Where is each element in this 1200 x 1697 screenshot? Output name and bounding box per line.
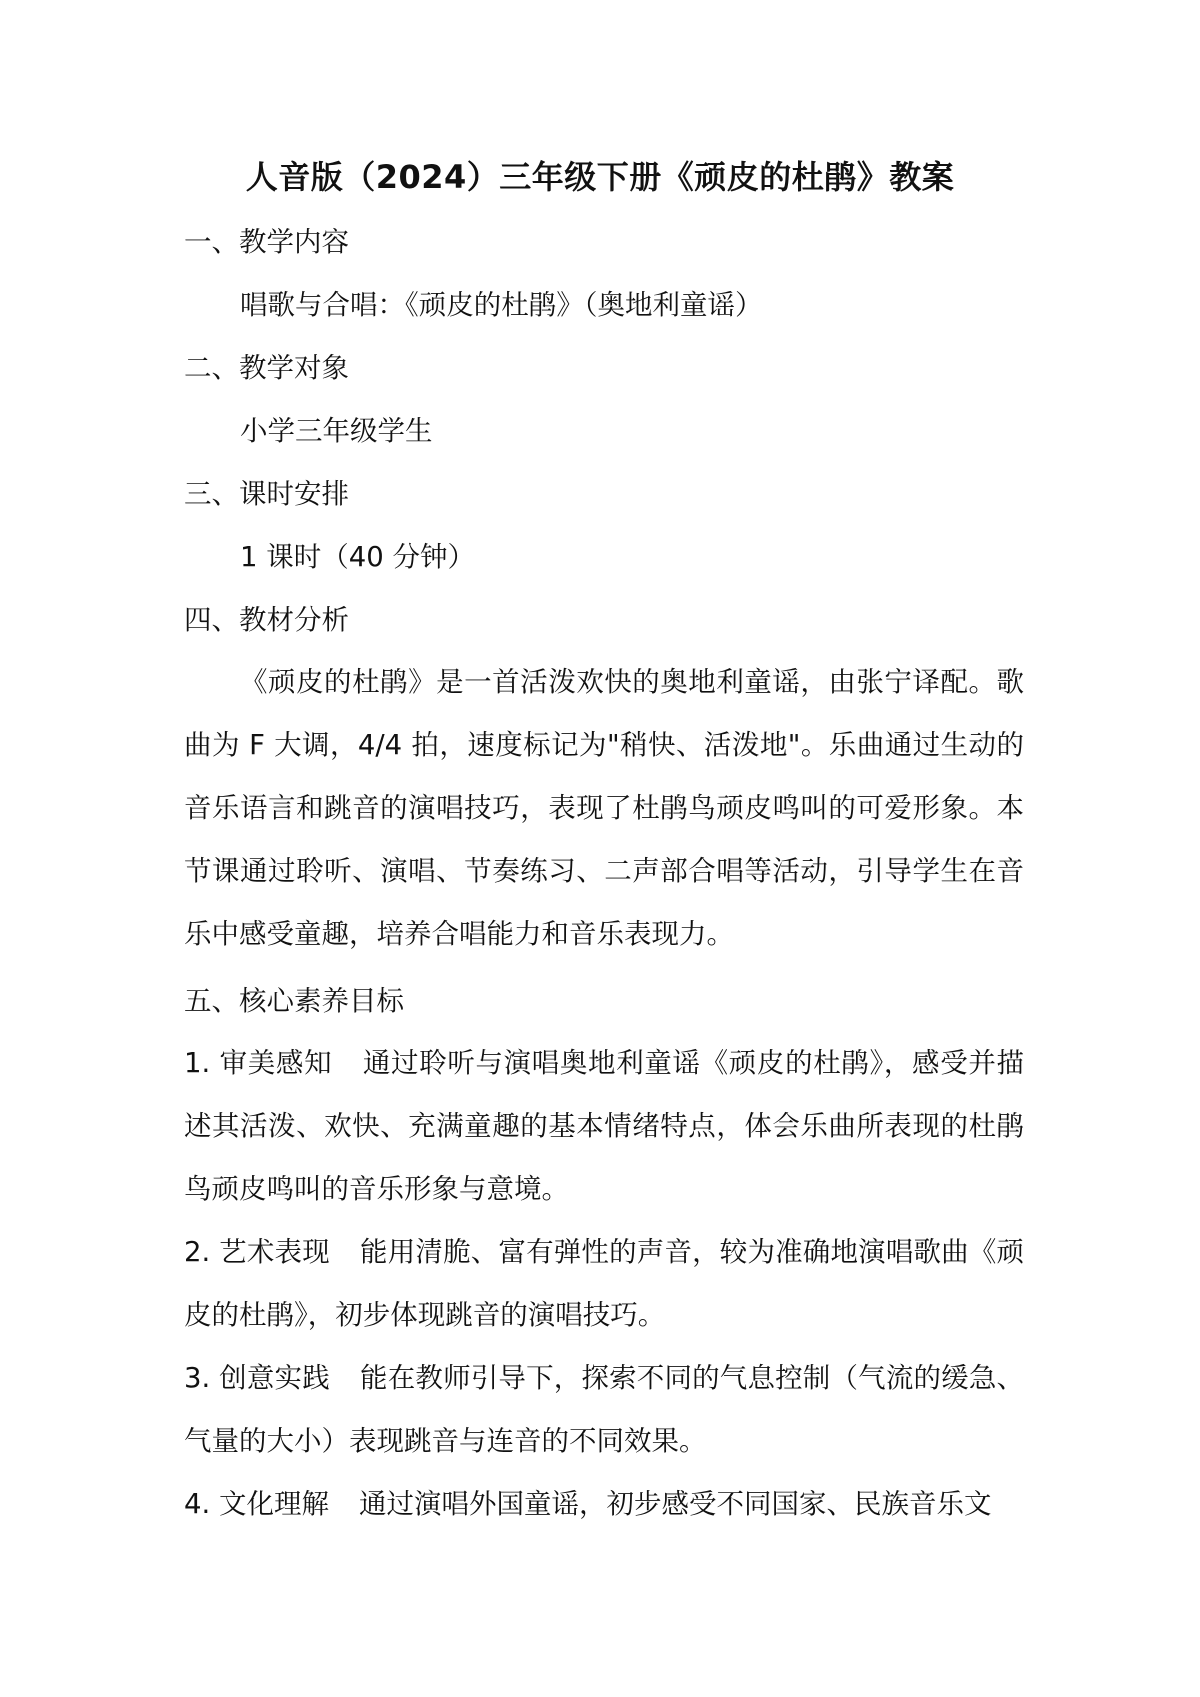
goal-label: 审美感知 <box>219 1047 333 1079</box>
goal-text: 能用清脆、富有弹性的声音，较为准确地演唱歌曲《顽皮的杜鹃》，初步体现跳音的演唱技巧。 <box>184 1236 1025 1331</box>
section-1-text: 唱歌与合唱：《顽皮的杜鹃》（奥地利童谣） <box>240 289 763 321</box>
document-title: 人音版（2024）三年级下册《顽皮的杜鹃》教案 <box>245 158 955 196</box>
section-3-text: 1 课时（40 分钟） <box>240 541 475 573</box>
section-5-heading: 五、核心素养目标 <box>184 985 404 1017</box>
goal-text: 通过聆听与演唱奥地利童谣《顽皮的杜鹃》，感受并描述其活泼、欢快、充满童趣的基本情绪特点，体会乐曲所表现的杜鹃鸟顽皮鸣叫的音乐形象与意境。 <box>184 1047 1024 1205</box>
section-2-heading: 二、教学对象 <box>184 352 349 384</box>
goal-number: 4. <box>184 1488 211 1520</box>
goal-text: 通过演唱外国童谣，初步感受不同国家、民族音乐文 <box>359 1488 992 1520</box>
section-4-heading: 四、教材分析 <box>184 604 349 636</box>
goal-item-4 <box>184 1473 1024 1536</box>
goal-label: 创意实践 <box>219 1362 330 1394</box>
goal-label: 文化理解 <box>219 1488 329 1520</box>
goal-number: 1. <box>184 1047 211 1079</box>
section-1-heading: 一、教学内容 <box>184 226 349 258</box>
section-2-text: 小学三年级学生 <box>240 415 433 447</box>
section-3-heading: 三、课时安排 <box>184 478 349 510</box>
goal-item-3 <box>184 1347 1024 1473</box>
goal-item-2 <box>184 1221 1024 1347</box>
goal-number: 3. <box>184 1362 211 1394</box>
goal-label: 艺术表现 <box>219 1236 330 1268</box>
goal-text: 能在教师引导下，探索不同的气息控制（气流的缓急、气量的大小）表现跳音与连音的不同效果。 <box>184 1362 1025 1457</box>
goal-number: 2. <box>184 1236 211 1268</box>
goal-item-1 <box>184 1032 1024 1221</box>
section-4-paragraph: 《顽皮的杜鹃》是一首活泼欢快的奥地利童谣，由张宁译配。歌曲为 F 大调，4/4 拍，速度标记为"稍快、活泼地"。乐曲通过生动的音乐语言和跳音的演唱技巧，表现了杜鹃鸟顽皮鸣叫的可爱形象。本节课通过聆听、演唱、节奏练习、二声部合唱等活动，引导学生在音乐中感受童趣，培养合唱能力和音乐表现力。 <box>184 666 1024 950</box>
